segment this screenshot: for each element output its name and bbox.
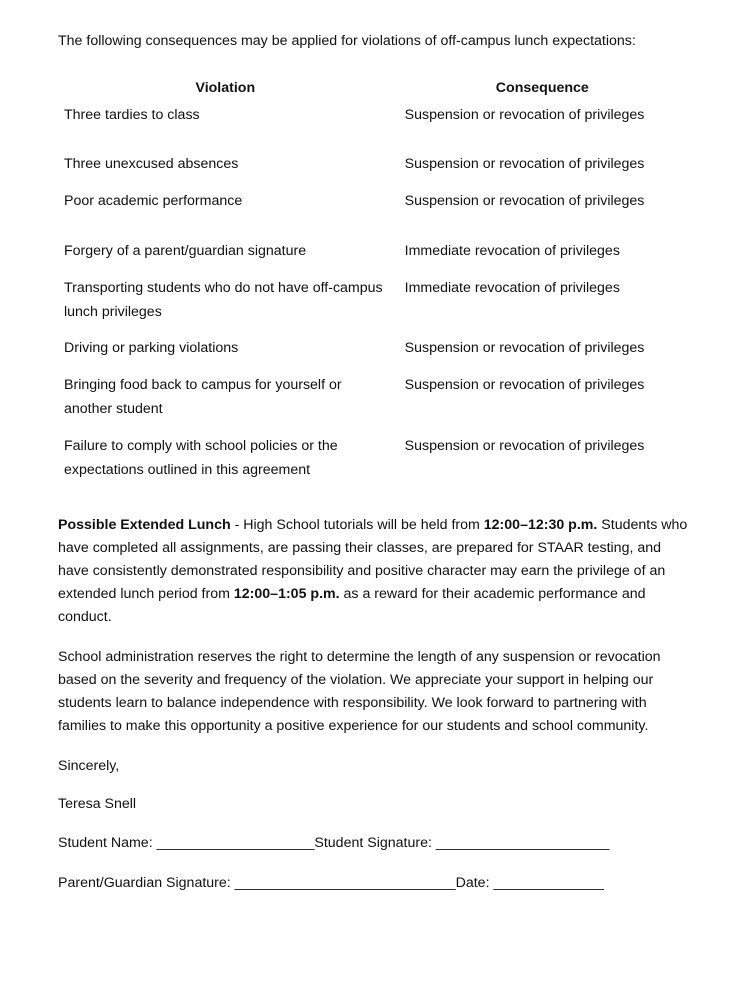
violation-cell: Driving or parking violations [64,340,239,356]
consequence-cell: Suspension or revocation of privileges [404,156,645,172]
consequence-cell: Suspension or revocation of privileges [404,438,645,454]
table-row [58,240,692,277]
violation-cell: Bringing food back to campus for yourself or another student [64,377,342,417]
violations-table [58,74,692,487]
extended-lunch-heading: Possible Extended Lunch [58,517,231,533]
sign-off: Sincerely, [58,758,120,774]
table-row [58,374,692,435]
violation-cell: Three unexcused absences [64,156,239,172]
closing-paragraph: School administration reserves the right to determine the length of any suspension or revocation based on the severity and frequency of the violation. We appreciate your support in helping our students learn to balance independence with responsibility. We look forward to partnering with families to make this opportunity a positive experience for our students and school community. [58,649,661,734]
table-row [58,277,692,337]
table-row [58,435,692,487]
violation-cell: Transporting students who do not have off-campus lunch privileges [64,280,383,320]
violation-cell: Three tardies to class [64,107,200,123]
violation-cell: Failure to comply with school policies or the expectations outlined in this agreement [64,438,338,478]
extended-lunch-text-1: - High School tutorials will be held from [230,517,484,533]
consequence-cell: Suspension or revocation of privileges [404,340,645,356]
consequence-cell: Suspension or revocation of privileges [404,107,645,123]
intro-text: The following consequences may be applied for violations of off-campus lunch expectations: [58,33,636,49]
extended-lunch-text-2: Students who have completed all assignments, are passing their classes, are prepared for STAAR testing, and have consistently demonstrated responsibility and positive character may earn the privilege of an extended lunch period from [58,517,688,602]
table-row [58,153,692,190]
extended-lunch-paragraph [58,514,688,629]
consequence-cell: Suspension or revocation of privileges [404,193,645,209]
extended-lunch-time-2: 12:00–1:05 p.m. [233,586,340,602]
header-consequence: Consequence [495,80,589,96]
signer-name: Teresa Snell [58,796,137,812]
extended-lunch-text-3: as a reward for their academic performance and conduct. [58,586,646,625]
student-signature-line: Student Name: ____________________Student Signature: ______________________ [58,835,610,851]
table-row [58,102,692,153]
consequence-cell: Suspension or revocation of privileges [404,377,645,393]
table-header-row [58,74,692,102]
violation-cell: Forgery of a parent/guardian signature [64,243,307,259]
table-row [58,190,692,240]
violation-cell: Poor academic performance [64,193,243,209]
consequence-cell: Immediate revocation of privileges [404,280,620,296]
header-violation: Violation [195,80,256,96]
table-row [58,337,692,374]
extended-lunch-time-1: 12:00–12:30 p.m. [483,517,598,533]
parent-signature-line: Parent/Guardian Signature: ____________________________Date: ______________ [58,875,604,891]
consequence-cell: Immediate revocation of privileges [404,243,620,259]
